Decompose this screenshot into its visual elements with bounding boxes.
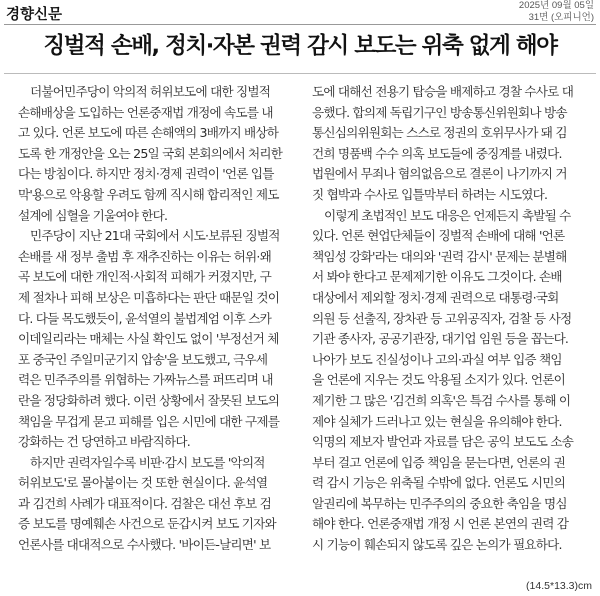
paragraph: 이렇게 초법적인 보도 대응은 언제든지 촉발될 수 있다. 언론 현업단체들이 징벌적 손배에 대해 '언론 책임성 강화'라는 대의와 '권력 감시' 문제는 분별해 서 봐야 한다고 문제제기한 이유도 그것이다. 손배 대상에서 제외할 정치·경제 권력으로 대통령·국회 의원 등 선출직, 장차관 등 고위공직자, 검찰 등 사정 기관 종사자, 공공기관장, 대기업 임원 등을 꼽는다. 나아가 보도 진실성이나 고의·과실 여부 입증 책임 을 언론에 지우는 것도 악용될 소지가 있다. 언론이 제기한 그 많은 '김건희 의혹'은 특검 수사를 통해 이 제야 실체가 드러나고 있는 현실을 유의해야 한다. 익명의 제보자 발언과 자료를 담은 공익 보도도 소송 부터 걸고 언론에 입증 책임을 묻는다면, 언론의 권 력 감시 기능은 위축될 수밖에 없다. 언론도 시민의 알권리에 복무하는 민주주의의 중요한 축임을 명심 해야 한다. 언론중재법 개정 시 언론 본연의 권력 감 시 기능이 훼손되지 않도록 깊은 논의가 필요하다. — [312, 207, 574, 553]
article-headline: 징벌적 손배, 정치·자본 권력 감시 보도는 위축 없게 해야 — [43, 33, 557, 59]
masthead — [0, 0, 600, 24]
article-body — [18, 82, 592, 574]
newspaper-logo: 경향신문 — [6, 7, 63, 23]
top-divider — [4, 24, 596, 25]
article-column-right — [312, 82, 590, 574]
page-section: 31면 (오피니언) — [528, 12, 594, 23]
paragraph: 더불어민주당이 악의적 허위보도에 대한 징벌적 손해배상을 도입하는 언론중재법 개정에 속도를 내 고 있다. 언론 보도에 따른 손해액의 3배까지 배상하 도록 한 개정안을 오는 25일 국회 본회의에서 처리한 다는 방침이다. 하지만 정치·경제 권력이 '언론 입틀 막'용으로 악용할 우려도 함께 직시해 합리적인 제도 설계에 심혈을 기울여야 한다. — [18, 84, 283, 223]
clipping-size-note: (14.5*13.3)cm — [526, 580, 592, 592]
issue-date: 2025년 09월 05일 — [518, 0, 594, 11]
paragraph: 민주당이 지난 21대 국회에서 시도·보류된 징벌적 손배를 새 정부 출범 후 재추진하는 이유는 허위·왜 곡 보도에 대한 개인적·사회적 피해가 커졌지만, 구 제 절차나 피해 보상은 미흡하다는 판단 때문일 것이 다. 다들 목도했듯이, 윤석열의 불법계엄 이후 스카 이데일리라는 매체는 사실 확인도 없이 '부정선거 체 포 중국인 주일미군기지 압송'을 보도했고, 극우세 력은 민주주의를 위협하는 가짜뉴스를 퍼뜨리며 내 란을 정당화하려 했다. 이런 상황에서 잘못된 보도의 책임을 무겁게 묻고 피해를 입은 시민에 대한 구제를 강화하는 건 당연하고 바람직하다. — [18, 228, 280, 450]
headline-divider — [4, 73, 596, 74]
issue-meta — [519, 0, 594, 24]
article-column-left — [18, 82, 296, 574]
paragraph: 도에 대해선 전용기 탑승을 배제하고 경찰 수사로 대 응했다. 합의제 독립기구인 방송통신위원회나 방송 통신심의위원회는 스스로 정권의 호위무사가 돼 김 건희 명품백 수수 의혹 보도들에 중징계를 내렸다. 법원에서 무죄나 혐의없음으로 결론이 나기까지 거 짓 협박과 수사로 입틀막부터 하려는 시도였다. — [312, 84, 574, 202]
paragraph: 하지만 권력자일수록 비판·감시 보도를 '악의적 허위보도'로 몰아붙이는 것 또한 현실이다. 윤석열 과 김건희 사례가 대표적이다. 검찰은 대선 후보 검 증 보도를 명예훼손 사건으로 둔갑시켜 보도 기자와 언론사를 대대적으로 수사했다. '바이든-날리면' 보 — [18, 454, 276, 553]
